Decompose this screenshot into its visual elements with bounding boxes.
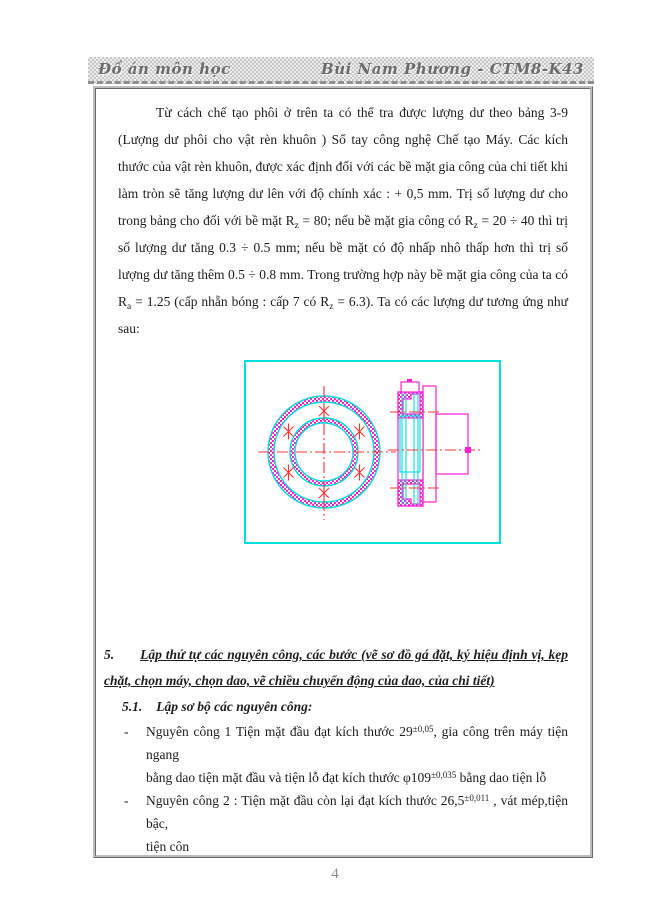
bullet-dash: - (124, 793, 129, 808)
page-number: 4 (331, 866, 339, 882)
list-item (118, 720, 568, 789)
section-number: 5. (104, 647, 115, 662)
header-left-text: Đồ án môn học (98, 60, 231, 78)
list-item-text: Nguyên công 2 : Tiện mặt đầu còn lại đạt kích thước $26,5^{\pm 0,011}$ , vát mép,tiện bậc, tiện côn (146, 793, 568, 854)
list-item (118, 789, 568, 858)
operations-list (118, 720, 568, 858)
subsection-5-1-heading (122, 694, 568, 720)
bullet-dash: - (124, 724, 129, 739)
section-title: Lập thứ tự các nguyên công, các bước (vẽ sơ đồ gá đặt, ký hiệu định vị, kẹp chặt, chọn máy, chọn dao, vẽ chiều chuyển động của dao, của chi tiết) (104, 647, 568, 688)
section-5-heading (104, 642, 568, 694)
subsection-title: Lập sơ bộ các nguyên công: (156, 699, 313, 714)
figure (244, 360, 501, 544)
content-frame (93, 86, 593, 858)
header-right-text: Bùi Nam Phương - CTM8-K43 (321, 60, 584, 78)
body-paragraph: Từ cách chế tạo phôi ở trên ta có thể tra được lượng dư theo bảng 3-9 (Lượng dư phôi cho vật rèn khuôn ) Sổ tay công nghệ Chế tạo Máy. Các kích thước của vật rèn khuôn, được xác định đối với các bề mặt gia công của chi tiết khi làm tròn sẽ tăng lượng dư lên với độ chính xác : + 0,5 mm. Trị số lượng dư cho trong bảng cho đối với bề mặt $R_z = 80$; nếu bề mặt gia công có $R_z = 20 \div 40$ thì trị số lượng dư tăng 0.3 ÷ 0.5 mm; nếu bề mặt có độ nhấp nhô thấp hơn thì trị số lượng dư tăng thêm 0.5 ÷ 0.8 mm. Trong trường hợp này bề mặt gia công của ta có $R_a = 1.25$ (cấp nhẵn bóng : cấp 7 có $R_z = 6.3$). Ta có các lượng dư tương ứng như sau: (118, 105, 568, 336)
technical-drawing (244, 360, 501, 544)
list-item-text: Nguyên công 1 Tiện mặt đầu đạt kích thước $29^{\pm 0,05}$, gia công trên máy tiện ngang bằng dao tiện mặt đầu và tiện lỗ đạt kích thước $\varphi 109^{\pm 0,035}$ bằng dao tiện lỗ (146, 724, 568, 785)
page-header (88, 57, 594, 84)
subsection-number: 5.1. (122, 699, 143, 714)
